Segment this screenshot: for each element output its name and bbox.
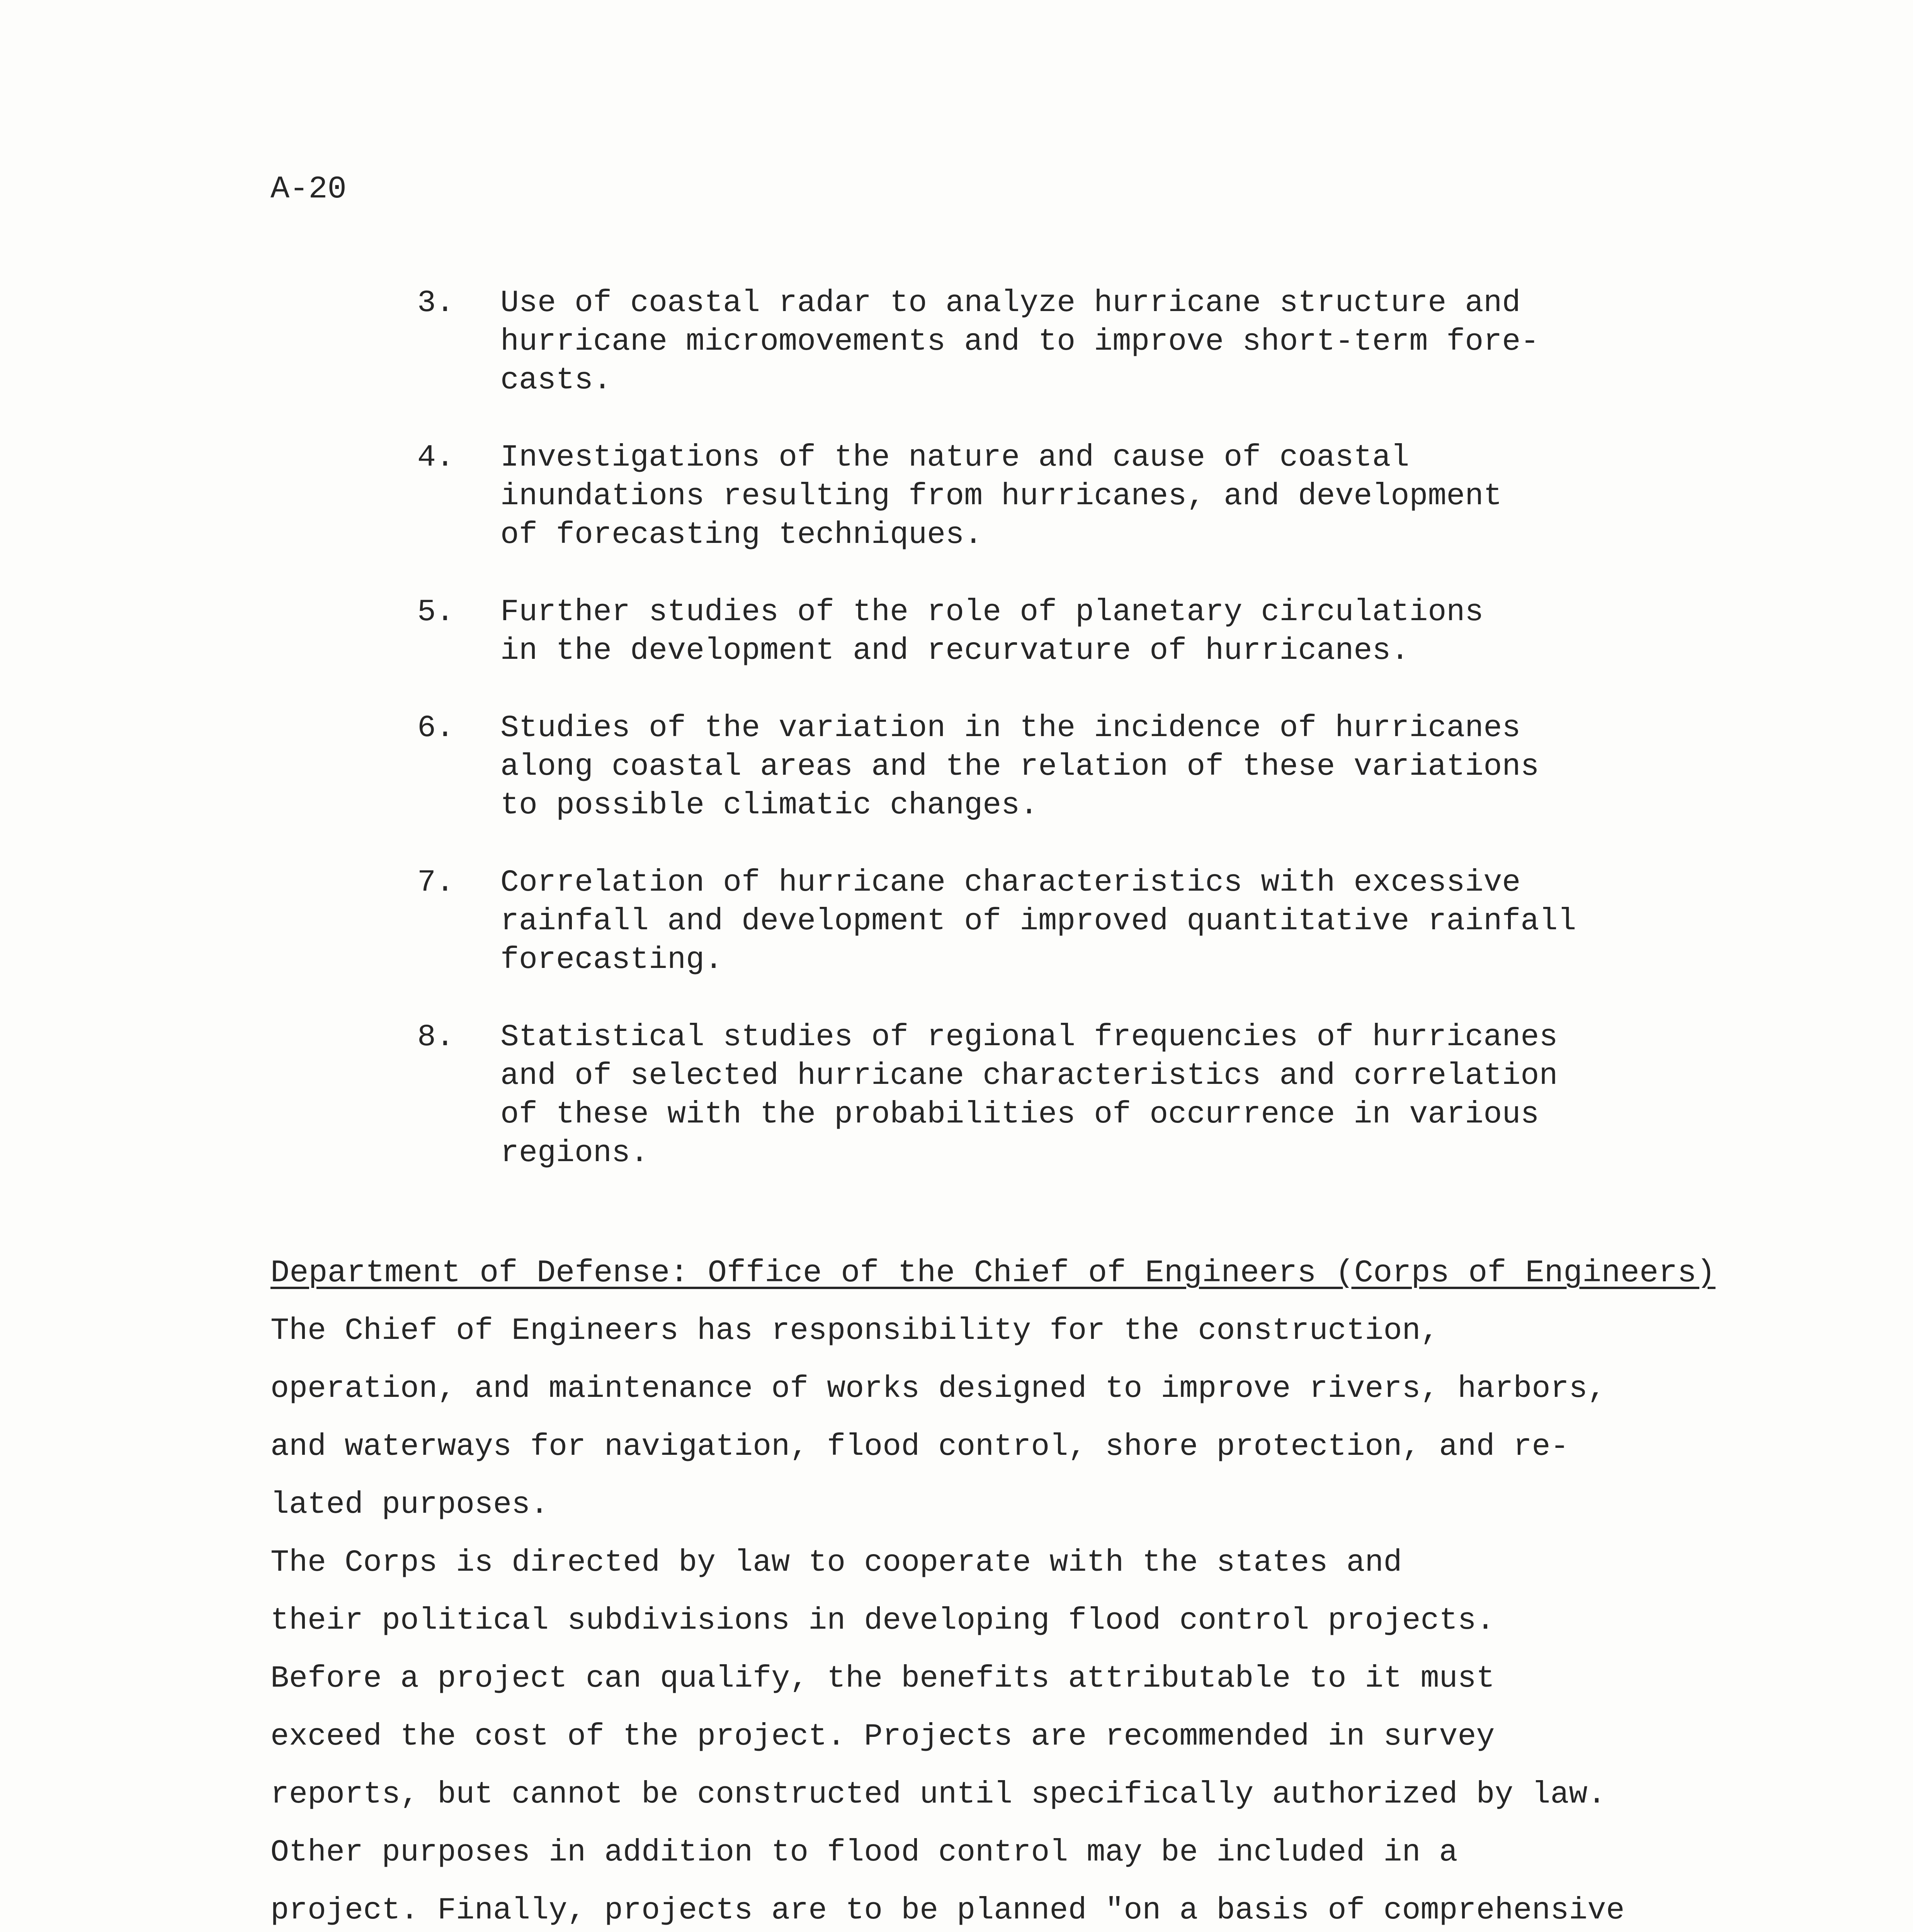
list-item-text: Use of coastal radar to analyze hurricane structure and hurricane micromovements and to improve short-term fore- casts. (500, 286, 1539, 398)
list-item-text: Studies of the variation in the incidence of hurricanes along coastal areas and the relation of these variations to possible climatic changes. (500, 711, 1539, 823)
list-item (417, 709, 1669, 825)
list-item-number: 5. (417, 595, 455, 630)
page-number: A-20 (270, 171, 347, 207)
list-item-text: Further studies of the role of planetary circulations in the development and recurvature of hurricanes. (500, 595, 1484, 668)
list-item (417, 864, 1669, 980)
list-item (417, 593, 1669, 670)
list-item (417, 284, 1669, 400)
paragraph: Other purposes in addition to flood control may be included in a project. Finally, projects are to be planned "on a basis of comprehensive (270, 1835, 1625, 1928)
list-item-number: 7. (417, 865, 455, 900)
corps-of-engineers-section (270, 1252, 1754, 1932)
list-item-text: Correlation of hurricane characteristics with excessive rainfall and development of improved quantitative rainfall forecasting. (500, 865, 1576, 978)
research-list (417, 284, 1669, 1211)
list-item-number: 6. (417, 711, 455, 746)
list-item-text: Statistical studies of regional frequencies of hurricanes and of selected hurricane characteristics and correlation of these with the probabilities of occurrence in various regions. (500, 1020, 1558, 1171)
paragraph: The Corps is directed by law to cooperate with the states and their political subdivisions in developing flood control projects. Before a project can qualify, the benefits attributable to it must exceed the cost of the project. Projects are recommended in survey reports, but cannot be constructed until specifically authorized by law. (270, 1545, 1606, 1812)
list-item-number: 4. (417, 440, 455, 475)
list-item-number: 3. (417, 286, 455, 321)
list-item (417, 439, 1669, 554)
list-item-number: 8. (417, 1020, 455, 1055)
section-heading: Department of Defense: Office of the Chief of Engineers (Corps of Engineers) (270, 1255, 1716, 1291)
list-item-text: Investigations of the nature and cause of coastal inundations resulting from hurricanes, and development of forecasting techniques. (500, 440, 1502, 553)
list-item (417, 1018, 1669, 1173)
paragraph: The Chief of Engineers has responsibility for the construction, operation, and maintenance of works designed to improve rivers, harbors, and waterways for navigation, flood control, shore protection, and re- lated purposes. (270, 1313, 1606, 1522)
